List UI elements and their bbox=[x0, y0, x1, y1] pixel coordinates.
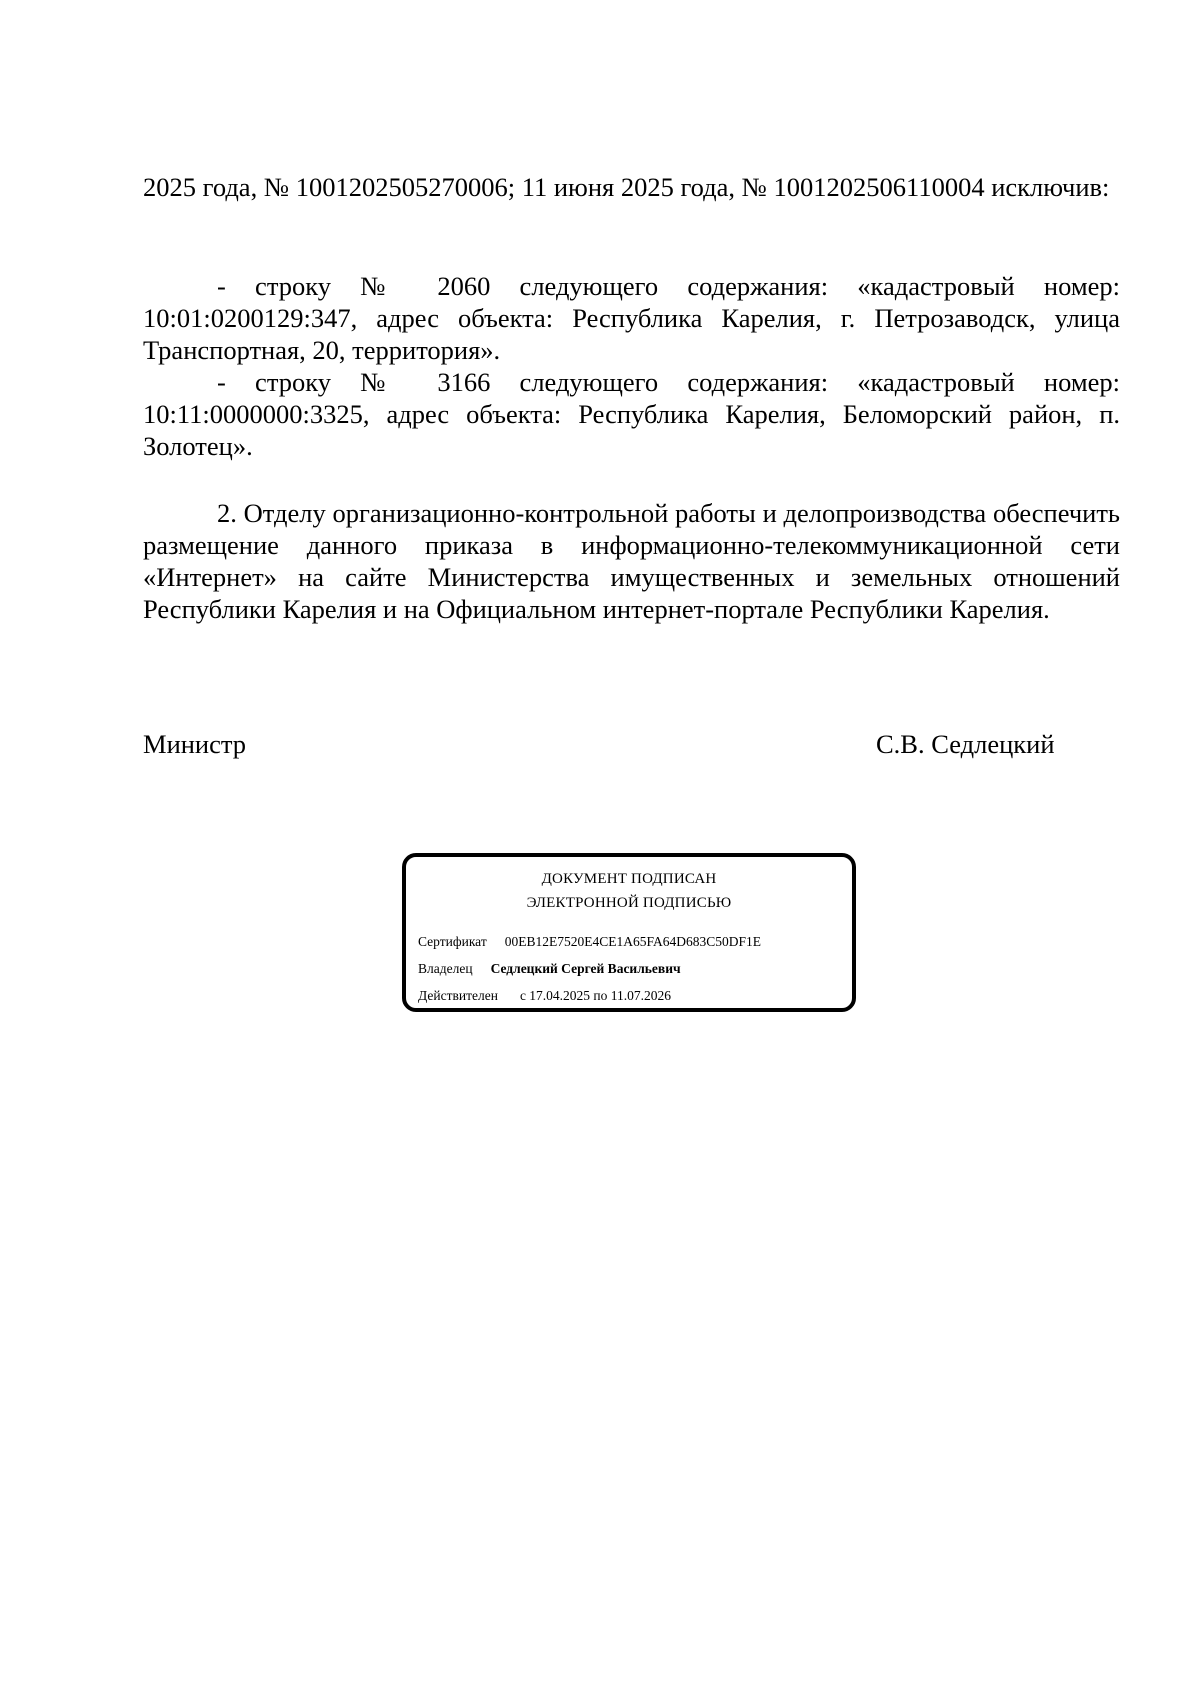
stamp-validity-label: Действителен bbox=[418, 988, 498, 1003]
stamp-owner-row bbox=[418, 960, 681, 978]
paragraph-exclusion-3166: - строку № 3166 следующего содержания: «кадастровый номер: 10:11:0000000:3325, адрес объекта: Республика Карелия, Беломорский район, п. Золотец». bbox=[143, 367, 1120, 461]
stamp-title-line-2: ЭЛЕКТРОННОЙ ПОДПИСЬЮ bbox=[526, 895, 732, 911]
signatory-name: С.В. Седлецкий bbox=[876, 729, 1055, 759]
stamp-certificate-label: Сертификат bbox=[418, 934, 487, 949]
stamp-owner-value: Седлецкий Сергей Васильевич bbox=[490, 961, 681, 976]
stamp-title bbox=[406, 867, 852, 915]
paragraph-continuation: 2025 года, № 1001202505270006; 11 июня 2025 года, № 1001202506110004 исключив: bbox=[143, 172, 1110, 202]
paragraph-exclusion-2060: - строку № 2060 следующего содержания: «кадастровый номер: 10:01:0200129:347, адрес объекта: Республика Карелия, г. Петрозаводск, улица Транспортная, 20, территория». bbox=[143, 271, 1120, 365]
stamp-validity-value: с 17.04.2025 по 11.07.2026 bbox=[519, 988, 672, 1003]
electronic-signature-stamp bbox=[402, 853, 856, 1012]
stamp-owner-label: Владелец bbox=[418, 961, 473, 976]
stamp-certificate-value: 00EB12E7520E4CE1A65FA64D683C50DF1E bbox=[504, 934, 761, 949]
stamp-validity-row bbox=[418, 987, 671, 1005]
paragraph-item-2: 2. Отделу организационно-контрольной работы и делопроизводства обеспечить размещение данного приказа в информационно-телекоммуникационной сети «Интернет» на сайте Министерства имущественных и земельных отношений Республики Карелия и на Официальном интернет-портале Республики Карелия. bbox=[143, 498, 1120, 624]
signatory-role: Министр bbox=[143, 729, 247, 759]
stamp-title-line-1: ДОКУМЕНТ ПОДПИСАН bbox=[541, 871, 717, 887]
stamp-certificate-row bbox=[418, 933, 761, 951]
